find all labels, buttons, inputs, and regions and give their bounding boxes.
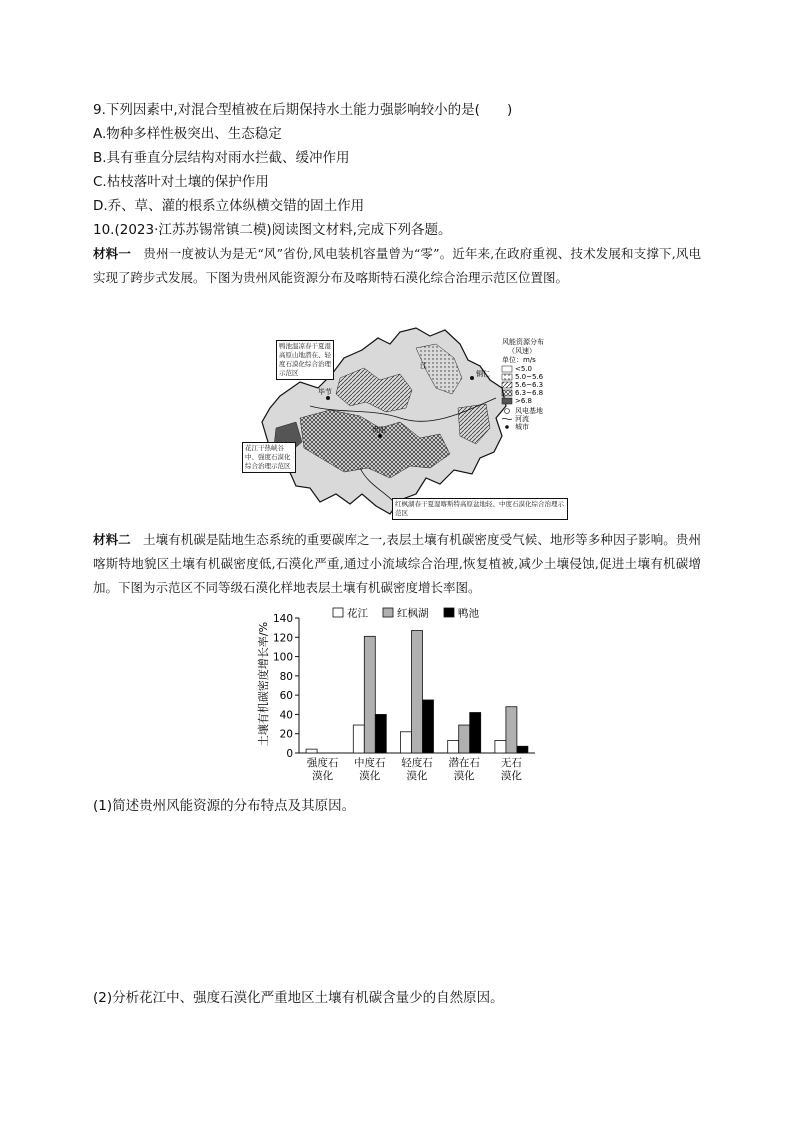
q9-stem: 9.下列因素中,对混合型植被在后期保持水土能力强影响较小的是( ) — [93, 102, 513, 118]
q9-option-c: C.枯枝落叶对土壤的保护作用 — [93, 174, 269, 190]
bar — [375, 714, 386, 753]
sub-question-1: (1)简述贵州风能资源的分布特点及其原因。 — [93, 798, 356, 814]
material-one-label: 材料一 — [93, 246, 131, 261]
bar — [306, 749, 317, 753]
bar — [470, 713, 481, 754]
x-tick-label: 无石 — [500, 757, 522, 769]
label-guiyang: 贵阳 — [372, 426, 386, 434]
legend-swatch-3 — [502, 382, 512, 388]
y-tick-label: 40 — [279, 709, 293, 722]
city-marker — [326, 396, 330, 400]
legend-item-4: 6.3~6.8 — [515, 389, 544, 397]
legend-item-3: 5.6~6.3 — [515, 381, 544, 389]
bar — [353, 725, 364, 753]
legend-swatch-2 — [502, 374, 512, 380]
river-icon — [502, 418, 512, 419]
legend-label: 花江 — [347, 607, 368, 620]
bar — [459, 725, 470, 753]
x-tick-label: 强度石 — [306, 757, 339, 769]
city-icon — [505, 425, 509, 429]
label-tongren: 铜仁 — [476, 370, 490, 378]
legend-subtitle: （风速） — [508, 347, 536, 355]
legend-label: 鸭池 — [458, 607, 479, 620]
legend-river: 河流 — [515, 415, 529, 423]
legend-label: 红枫湖 — [397, 607, 429, 620]
bar — [364, 636, 375, 753]
bar — [495, 740, 506, 753]
label-jiang: 江 — [420, 362, 427, 370]
y-tick-label: 140 — [272, 613, 293, 625]
x-tick-label: 漠化 — [500, 770, 522, 782]
q10-stem: 10.(2023·江苏苏锡常镇二模)阅读图文材料,完成下列各题。 — [93, 222, 452, 238]
wind-resource-map — [240, 318, 570, 523]
material-two-label: 材料二 — [93, 532, 131, 547]
legend-swatch — [383, 608, 393, 617]
label-bijie: 毕节 — [318, 388, 332, 396]
legend-item-5: >6.8 — [515, 397, 532, 405]
x-tick-label: 中度石 — [354, 757, 386, 769]
soil-carbon-chart — [253, 606, 543, 786]
city-marker — [378, 434, 382, 438]
legend-base: 风电基地 — [515, 407, 543, 415]
material-two-text: 土壤有机碳是陆地生态系统的重要碳库之一,表层土壤有机碳密度受气候、地形等多种因子影响。贵州喀斯特地貌区土壤有机碳密度低,石漠化严重,通过小流域综合治理,恢复植被,减少土壤侵蚀,促进土壤有机碳增加。下图为示范区不同等级石漠化样地表层土壤有机碳密度增长率图。 — [93, 532, 701, 595]
x-tick-label: 漠化 — [312, 770, 334, 782]
x-tick-label: 漠化 — [359, 770, 381, 782]
material-one-text: 贵州一度被认为是无“风”省份,风电装机容量曾为“零”。近年来,在政府重视、技术发展和支撑下,风电实现了跨步式发展。下图为贵州风能资源分布及喀斯特石漠化综合治理示范区位置图。 — [93, 246, 701, 285]
chart-svg — [253, 606, 543, 786]
callout-yachi: 鸭池温凉春干夏湿高原山地潜在、轻度石漠化综合治理示范区 — [276, 340, 334, 380]
callout-huajiang: 花江干热峡谷中、强度石漠化综合治理示范区 — [242, 442, 296, 473]
bar — [423, 700, 434, 753]
legend-swatch-1 — [502, 366, 512, 372]
bar — [517, 746, 528, 753]
x-tick-label: 轻度石 — [401, 757, 433, 769]
material-two — [93, 528, 701, 600]
y-tick-label: 60 — [279, 690, 293, 703]
y-tick-label: 20 — [279, 728, 293, 741]
y-tick-label: 120 — [272, 632, 293, 645]
legend-title: 风能资源分布 — [502, 338, 544, 346]
legend-item-1: <5.0 — [515, 365, 532, 373]
q9-option-b: B.具有垂直分层结构对雨水拦截、缓冲作用 — [93, 150, 350, 166]
bar — [401, 732, 412, 753]
q9-option-d: D.乔、草、灌的根系立体纵横交错的固土作用 — [93, 198, 365, 214]
legend-swatch-5 — [502, 398, 512, 404]
x-tick-label: 潜在石 — [448, 757, 480, 769]
legend-item-2: 5.0~5.6 — [515, 373, 544, 381]
legend-swatch — [444, 608, 454, 617]
bar — [448, 740, 459, 753]
legend-swatch-4 — [502, 390, 512, 396]
y-axis-label: 土壤有机碳密度增长率/% — [257, 621, 270, 747]
city-marker — [470, 376, 474, 380]
wind-base-icon — [505, 409, 510, 414]
legend-unit: 单位：m/s — [502, 356, 536, 364]
legend-swatch — [333, 608, 343, 617]
y-tick-label: 80 — [279, 670, 293, 683]
y-tick-label: 0 — [286, 748, 293, 760]
x-tick-label: 漠化 — [406, 770, 428, 782]
x-tick-label: 漠化 — [453, 770, 475, 782]
q9-option-a: A.物种多样性极突出、生态稳定 — [93, 126, 282, 142]
legend-city: 城市 — [515, 423, 529, 431]
callout-hongfeng: 红枫湖春干夏湿喀斯特高原盆地轻、中度石漠化综合治理示范区 — [392, 498, 568, 520]
material-one — [93, 242, 701, 290]
bar — [506, 707, 517, 753]
bar — [412, 631, 423, 753]
sub-question-2: (2)分析花江中、强度石漠化严重地区土壤有机碳含量少的自然原因。 — [93, 990, 504, 1006]
y-tick-label: 100 — [272, 651, 293, 664]
